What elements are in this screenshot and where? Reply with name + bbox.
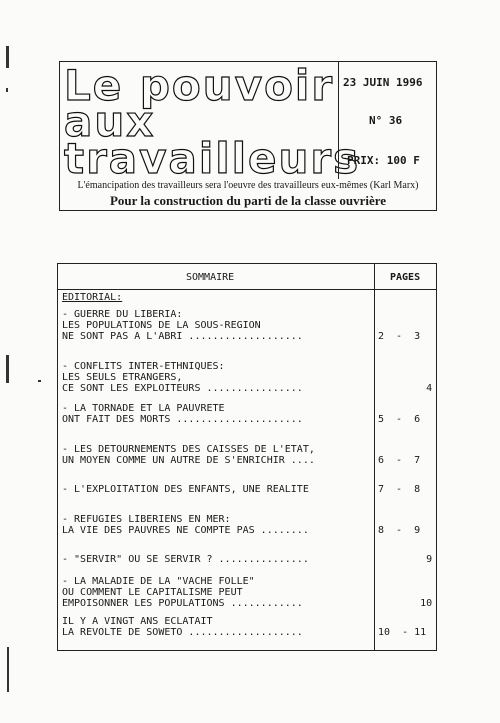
scan-speck: [6, 355, 9, 383]
title-line-3: travailleurs: [64, 134, 361, 183]
table-of-contents: [57, 263, 437, 651]
entry-pages: 5 - 6: [378, 414, 421, 425]
section-label: EDITORIAL:: [62, 292, 123, 303]
entry-line: OU COMMENT LE CAPITALISME PEUT: [62, 587, 243, 598]
entry-pages: 10: [378, 598, 433, 609]
entry-line: - "SERVIR" OU SE SERVIR ? ...............: [62, 554, 309, 565]
toc-header-title: SOMMAIRE: [186, 272, 235, 283]
entry-pages: 7 - 8: [378, 484, 421, 495]
entry-line: ONT FAIT DES MORTS .....................: [62, 414, 303, 425]
scan-speck: [6, 46, 9, 68]
entry-pages: 4: [378, 383, 433, 394]
title-line-2: aux: [64, 97, 156, 146]
entry-line: CE SONT LES EXPLOITEURS ................: [62, 383, 303, 394]
entry-line: NE SONT PAS A L'ABRI ...................: [62, 331, 303, 342]
entry-line: - CONFLITS INTER-ETHNIQUES:: [62, 361, 225, 372]
entry-pages: 2 - 3: [378, 331, 421, 342]
entry-pages: 8 - 9: [378, 525, 421, 536]
entry-line: - LA TORNADE ET LA PAUVRETE: [62, 403, 225, 414]
issue-number: N° 36: [369, 114, 403, 127]
entry-line: EMPOISONNER LES POPULATIONS ............: [62, 598, 303, 609]
entry-line: IL Y A VINGT ANS ECLATAIT: [62, 616, 213, 627]
issue-price: PRIX: 100 F: [347, 154, 420, 167]
scan-speck: [38, 380, 41, 382]
entry-pages: 6 - 7: [378, 455, 421, 466]
toc-entry: [62, 403, 372, 425]
entry-line: - LA MALADIE DE LA "VACHE FOLLE": [62, 576, 255, 587]
toc-header: [58, 264, 436, 290]
entry-line: - REFUGIES LIBERIENS EN MER:: [62, 514, 231, 525]
entry-line: - LES DETOURNEMENTS DES CAISSES DE L'ETAT,: [62, 444, 315, 455]
entry-line: UN MOYEN COMME UN AUTRE DE S'ENRICHIR ....: [62, 455, 315, 466]
issue-info-box: [338, 62, 437, 179]
marx-quote: L'émancipation des travailleurs sera l'oeuvre des travailleurs eux-mêmes (Karl Marx): [77, 180, 419, 191]
entry-line: - GUERRE DU LIBERIA:: [62, 309, 183, 320]
toc-entry: [62, 309, 372, 342]
toc-header-pages: PAGES: [390, 272, 421, 283]
toc-entry: [62, 616, 372, 638]
toc-entry: [62, 576, 372, 609]
title-line-1: Le pouvoir: [64, 61, 335, 110]
entry-line: LA REVOLTE DE SOWETO ...................: [62, 627, 303, 638]
toc-entry: [62, 444, 372, 466]
newspaper-title: [64, 61, 361, 183]
toc-entry: [62, 361, 372, 394]
scan-speck: [7, 647, 9, 692]
entry-pages: 10 - 11: [378, 627, 427, 638]
entry-line: - L'EXPLOITATION DES ENFANTS, UNE REALITE: [62, 484, 309, 495]
entry-line: LES POPULATIONS DE LA SOUS-REGION: [62, 320, 261, 331]
column-divider: [374, 264, 375, 650]
toc-entry: [62, 554, 372, 565]
entry-pages: 9: [378, 554, 433, 565]
scan-speck: [6, 88, 8, 92]
issue-date: 23 JUIN 1996: [343, 76, 423, 89]
entry-line: LA VIE DES PAUVRES NE COMPTE PAS ........: [62, 525, 309, 536]
masthead: [59, 61, 437, 211]
toc-entry: [62, 484, 372, 495]
toc-entry: [62, 514, 372, 536]
entry-line: LES SEULS ETRANGERS,: [62, 372, 183, 383]
party-subtitle: Pour la construction du parti de la classe ouvrière: [109, 193, 387, 208]
